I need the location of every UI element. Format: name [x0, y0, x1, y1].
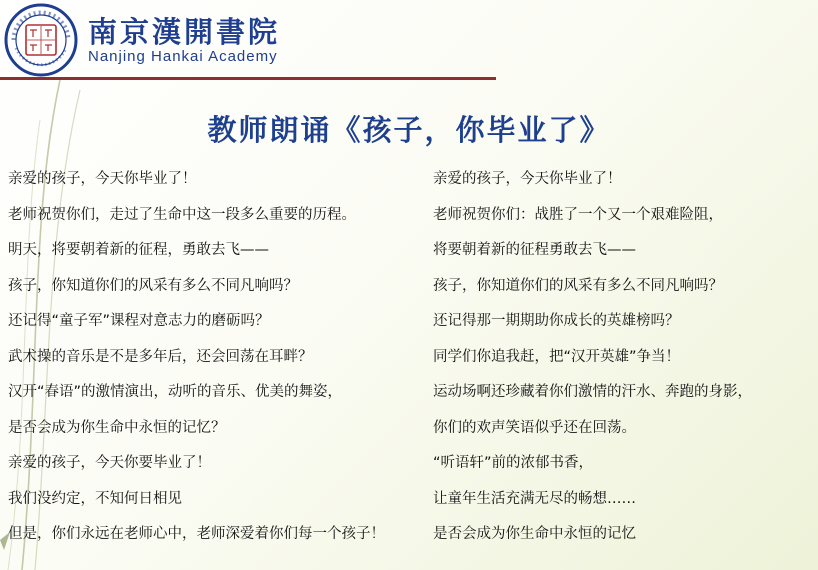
poem-line: 汉开“春语”的激情演出，动听的音乐、优美的舞姿，	[8, 384, 343, 400]
poem-line: 老师祝贺你们，走过了生命中这一段多么重要的历程。	[8, 206, 356, 223]
poem-line: 你们的欢声笑语似乎还在回荡。	[433, 419, 636, 436]
poem-line: 武术操的音乐是不是多年后，还会回荡在耳畔？	[8, 348, 313, 365]
academy-seal-logo	[4, 3, 78, 77]
poem-left-column	[8, 168, 428, 559]
poem-line: 亲爱的孩子，今天你毕业了！	[8, 171, 197, 187]
page-title: 教师朗诵《孩子，你毕业了》	[207, 113, 611, 147]
academy-name-cn: 南京漢開書院	[88, 15, 281, 49]
poem-line: 让童年生活充满无尽的畅想……	[433, 490, 636, 507]
poem-line: 亲爱的孩子，今天你要毕业了！	[8, 455, 211, 471]
poem-line: 还记得“童子军”课程对意志力的磨砺吗？	[8, 313, 270, 329]
academy-name-en: Nanjing Hankai Academy	[88, 48, 278, 65]
poem-line: 孩子，你知道你们的风采有多么不同凡响吗？	[8, 277, 298, 294]
poem-line: “听语轩”前的浓郁书香，	[433, 455, 594, 471]
poem-line: 还记得那一期期助你成长的英雄榜吗？	[433, 313, 680, 329]
poem-line: 老师祝贺你们：战胜了一个又一个艰难险阻，	[433, 206, 723, 223]
poem-right-column	[433, 168, 818, 559]
poem-line: 将要朝着新的征程勇敢去飞——	[433, 242, 636, 258]
poem-line: 是否会成为你生命中永恒的记忆？	[8, 419, 226, 436]
poem-line: 亲爱的孩子，今天你毕业了！	[433, 171, 622, 187]
poem-line: 运动场啊还珍藏着你们激情的汗水、奔跑的身影，	[433, 384, 752, 400]
poem-line: 但是，你们永远在老师心中，老师深爱着你们每一个孩子！	[8, 526, 385, 542]
poem-line: 我们没约定，不知何日相见	[8, 490, 182, 507]
poem-line: 是否会成为你生命中永恒的记忆	[433, 526, 636, 542]
poem-line: 同学们你追我赶，把“汉开英雄”争当！	[433, 348, 681, 365]
poem-line: 明天，将要朝着新的征程，勇敢去飞——	[8, 242, 269, 258]
poem-line: 孩子，你知道你们的风采有多么不同凡响吗？	[433, 277, 723, 294]
